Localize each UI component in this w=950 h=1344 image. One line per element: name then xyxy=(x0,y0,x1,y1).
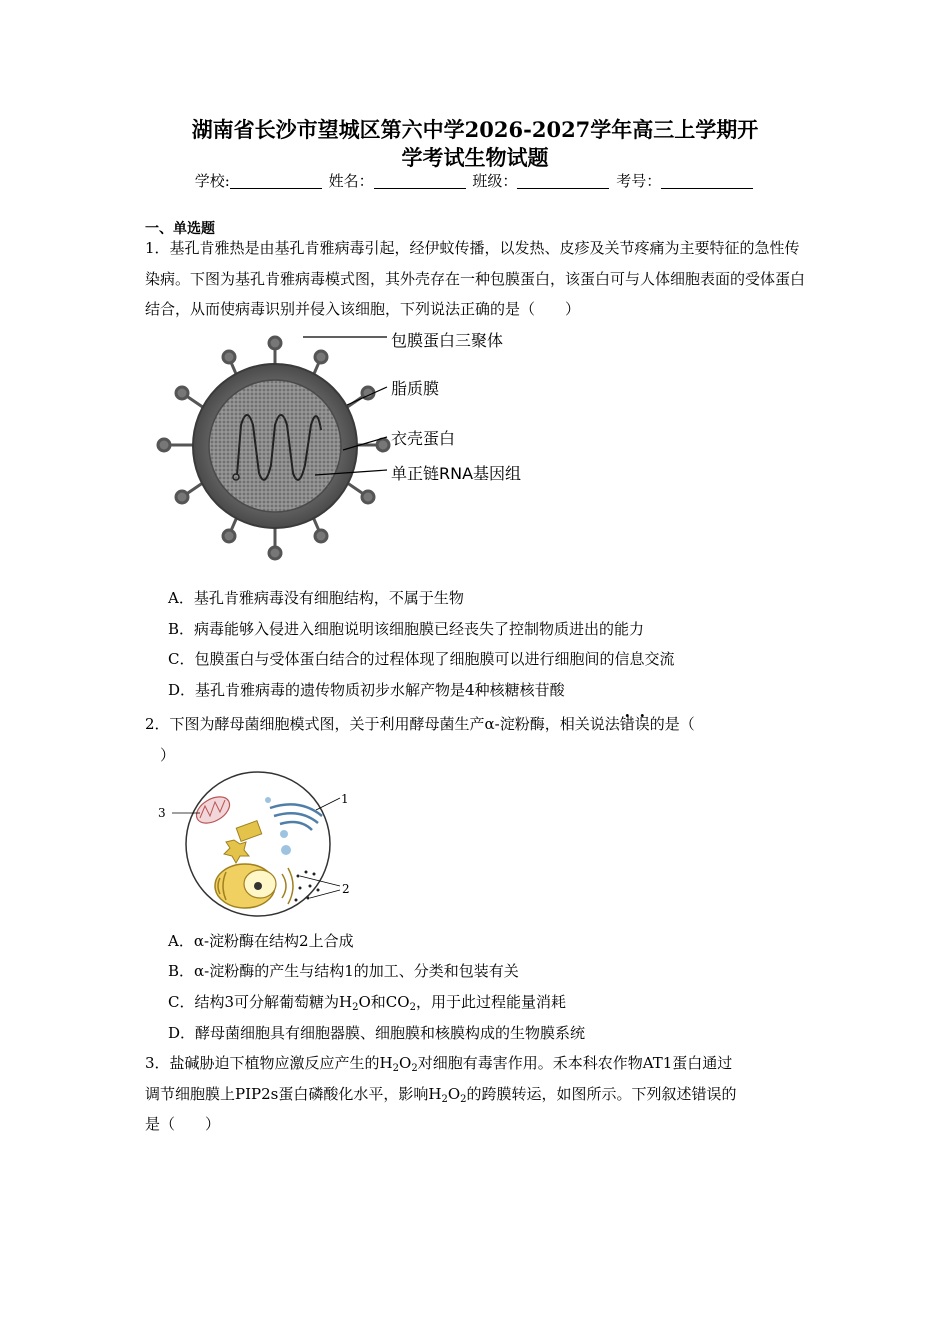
capsid-shape xyxy=(209,380,341,512)
exam-title-line1: 湖南省长沙市望城区第六中学2026-2027学年高三上学期开 xyxy=(191,117,759,142)
label-envelope-trimer: 包膜蛋白三聚体 xyxy=(391,331,504,350)
name-label: 姓名： xyxy=(328,172,374,190)
exam-title-line2: 学考试生物试题 xyxy=(401,145,549,170)
question-1-text: 1．基孔肯雅热是由基孔肯雅病毒引起，经伊蚊传播，以发热、皮疹及关节疼痛为主要特征的急性传染病。下图为基孔肯雅病毒模式图，其外壳存在一种包膜蛋白，该蛋白可与人体细胞表面的受体蛋白结合，从而使病毒识别并侵入该细胞，下列说法正确的是（ ） xyxy=(145,239,806,318)
student-info-row xyxy=(0,170,950,191)
virus-diagram xyxy=(155,325,555,575)
q2-option-a[interactable]: A．α-淀粉酶在结构2上合成 xyxy=(168,932,354,950)
label-rna-genome: 单正链RNA基因组 xyxy=(391,464,522,483)
question-3-text: 3．盐碱胁迫下植物应激反应产生的$H_2O_2$对细胞有毒害作用。禾本科农作物AT1蛋白通过 调节细胞膜上PIP2s蛋白磷酸化水平，影响$H_2O_2$的跨膜转运，如图所示。下列叙述错误的 是（ ） xyxy=(145,1054,737,1133)
yeast-cell-diagram xyxy=(150,768,360,918)
yeast-label-2: 2 xyxy=(342,882,350,896)
q2-option-c[interactable]: C．结构3可分解葡萄糖为$H_2O$和$CO_2$，用于此过程能量消耗 xyxy=(168,993,566,1013)
yeast-label-1: 1 xyxy=(341,792,349,806)
q2-option-b[interactable]: B．α-淀粉酶的产生与结构1的加工、分类和包装有关 xyxy=(168,962,519,980)
yeast-label-3: 3 xyxy=(158,806,166,820)
q2-option-d[interactable]: D．酵母菌细胞具有细胞器膜、细胞膜和核膜构成的生物膜系统 xyxy=(168,1024,586,1042)
q1-option-a[interactable]: A．基孔肯雅病毒没有细胞结构，不属于生物 xyxy=(168,589,464,607)
number-label: 考号： xyxy=(616,172,662,190)
q1-option-c[interactable]: C．包膜蛋白与受体蛋白结合的过程体现了细胞膜可以进行细胞间的信息交流 xyxy=(168,650,675,668)
emphasis-wrong: 错误 xyxy=(619,715,650,733)
name-blank[interactable] xyxy=(374,174,466,189)
q1-option-d[interactable]: D．基孔肯雅病毒的遗传物质初步水解产物是4种核糖核苷酸 xyxy=(168,681,565,699)
section-heading: 一、单选题 xyxy=(145,221,215,237)
class-label: 班级： xyxy=(472,172,518,190)
label-lipid-membrane: 脂质膜 xyxy=(391,379,440,398)
number-blank[interactable] xyxy=(661,174,753,189)
q1-option-b[interactable]: B．病毒能够入侵进入细胞说明该细胞膜已经丧失了控制物质进出的能力 xyxy=(168,620,645,638)
school-blank[interactable] xyxy=(230,174,322,189)
label-capsid-protein: 衣壳蛋白 xyxy=(391,429,456,448)
class-blank[interactable] xyxy=(517,174,609,189)
school-label: 学校: xyxy=(194,172,230,190)
question-2-text: 2．下图为酵母菌细胞模式图，关于利用酵母菌生产α-淀粉酶，相关说法错误的是（ ） xyxy=(145,715,695,764)
